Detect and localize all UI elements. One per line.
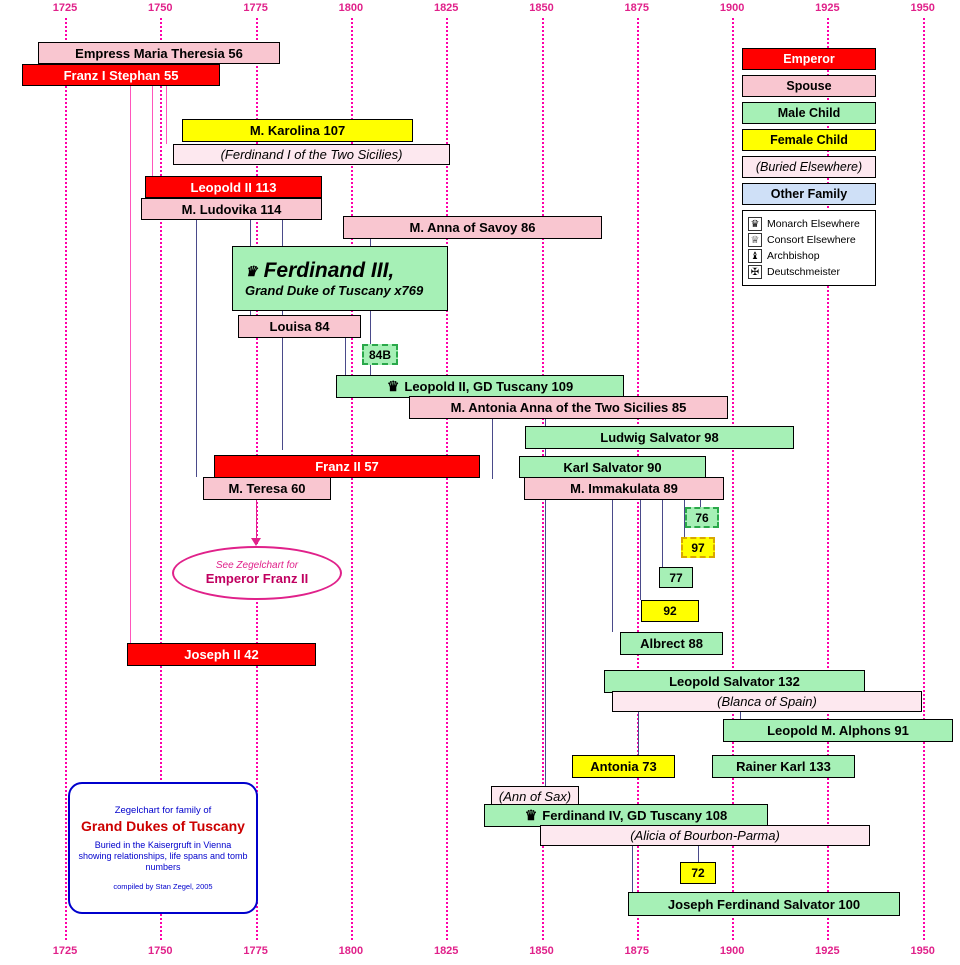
person-label: (Ann of Sax): [498, 789, 572, 804]
legend-symbol-icon: ♕: [748, 233, 762, 247]
title-card-line1: Zegelchart for family of: [114, 805, 212, 817]
title-card-credit: compiled by Stan Zegel, 2005: [113, 881, 213, 891]
legend-item: [742, 102, 876, 124]
axis-tick-top: 1950: [910, 2, 935, 14]
legend-item: [742, 156, 876, 178]
person-label: Ludwig Salvator 98: [600, 430, 719, 445]
person-label: Joseph II 42: [184, 647, 259, 662]
axis-tick-top: 1775: [243, 2, 268, 14]
see-ref-line2: Emperor Franz II: [205, 571, 309, 586]
legend-item-label: Other Family: [770, 187, 848, 201]
legend-item: [742, 75, 876, 97]
person-label: 76: [695, 510, 709, 525]
person-label: (Alicia of Bourbon-Parma): [630, 828, 780, 843]
ferdinand-iii-box[interactable]: [232, 246, 448, 311]
axis-tick-bottom: 1800: [338, 945, 364, 957]
crown-icon: ♛: [386, 378, 400, 394]
axis-tick-bottom: 1875: [624, 945, 650, 957]
person-box[interactable]: [173, 144, 450, 165]
legend-item-label: Spouse: [786, 79, 832, 93]
person-label: Joseph Ferdinand Salvator 100: [667, 896, 861, 912]
axis-tick-top: 1900: [719, 2, 745, 14]
person-label: (Blanca of Spain): [717, 694, 817, 709]
legend-item-label: Male Child: [777, 106, 841, 120]
axis-tick-top: 1725: [52, 2, 78, 14]
person-box[interactable]: [362, 344, 398, 365]
legend: [742, 48, 876, 286]
person-label: Ferdinand IV, GD Tuscany 108: [542, 808, 728, 823]
person-box[interactable]: [343, 216, 602, 239]
legend-item-label: Emperor: [783, 52, 835, 66]
person-label: Louisa 84: [269, 319, 330, 334]
legend-symbol-icon: ♛: [748, 217, 762, 231]
person-box[interactable]: [524, 477, 724, 500]
person-box[interactable]: [238, 315, 361, 338]
person-box[interactable]: [723, 719, 953, 742]
person-box[interactable]: [628, 892, 900, 916]
person-box[interactable]: [484, 804, 768, 827]
reference-arrowhead: [251, 538, 261, 546]
axis-tick-bottom: 1825: [433, 945, 459, 957]
legend-icon-row: [748, 217, 870, 231]
legend-icon-list: [742, 210, 876, 286]
legend-item: [742, 129, 876, 151]
person-label: M. Ludovika 114: [181, 201, 282, 217]
title-card-title: Grand Dukes of Tuscany: [81, 818, 245, 835]
crown-icon: ♛: [245, 262, 258, 279]
legend-icon-row: [748, 265, 870, 279]
person-label: Leopold M. Alphons 91: [767, 723, 909, 738]
crown-icon: ♛: [524, 807, 538, 823]
gridline: [923, 18, 925, 940]
person-box[interactable]: [680, 862, 716, 884]
legend-item-label: Female Child: [770, 133, 848, 147]
person-label: 77: [669, 570, 683, 585]
person-label: Leopold II 113: [190, 179, 277, 195]
axis-tick-bottom: 1750: [148, 945, 173, 957]
person-label: 72: [691, 866, 705, 880]
person-box[interactable]: [612, 691, 922, 712]
person-label: Leopold Salvator 132: [669, 674, 800, 689]
person-box[interactable]: [685, 507, 719, 528]
see-ref-line1: See Zegelchart for: [215, 560, 299, 571]
person-label: Leopold II, GD Tuscany 109: [404, 379, 574, 394]
person-box[interactable]: [525, 426, 794, 449]
person-label: Antonia 73: [590, 759, 657, 774]
person-label: 97: [691, 540, 705, 555]
person-label: (Ferdinand I of the Two Sicilies): [220, 147, 403, 162]
axis-tick-top: 1750: [148, 2, 173, 14]
person-box[interactable]: [641, 600, 699, 622]
person-label: M. Anna of Savoy 86: [409, 220, 536, 235]
legend-item-label: (Buried Elsewhere): [755, 160, 863, 174]
ferdinand-iii-subtitle: Grand Duke of Tuscany x769: [245, 283, 424, 298]
legend-symbol-icon: ✠: [748, 265, 762, 279]
legend-icon-label: Monarch Elsewhere: [767, 218, 860, 230]
person-label: Empress Maria Theresia 56: [75, 45, 243, 61]
legend-symbol-icon: ♝: [748, 249, 762, 263]
person-label: Rainer Karl 133: [736, 759, 831, 774]
person-label: 84B: [369, 347, 392, 362]
person-box[interactable]: [572, 755, 675, 778]
reference-arrow: [256, 500, 257, 540]
legend-icon-row: [748, 249, 870, 263]
axis-tick-top: 1800: [338, 2, 364, 14]
legend-icon-label: Archbishop: [767, 250, 820, 262]
ferdinand-iii-title: ♛ Ferdinand III,: [245, 259, 395, 282]
axis-tick-bottom: 1850: [529, 945, 554, 957]
person-box[interactable]: [182, 119, 413, 142]
axis-tick-bottom: 1925: [815, 945, 840, 957]
person-box[interactable]: [127, 643, 316, 666]
person-label: M. Antonia Anna of the Two Sicilies 85: [450, 400, 687, 415]
person-label: M. Teresa 60: [228, 481, 306, 496]
axis-tick-bottom: 1775: [243, 945, 268, 957]
person-label: 92: [663, 604, 677, 618]
person-label: Franz I Stephan 55: [63, 67, 179, 83]
title-card: [68, 782, 258, 914]
person-box[interactable]: [203, 477, 331, 500]
person-box[interactable]: [141, 198, 322, 220]
legend-icon-row: [748, 233, 870, 247]
person-box[interactable]: [214, 455, 480, 478]
person-box[interactable]: [145, 176, 322, 198]
person-box[interactable]: [620, 632, 723, 655]
legend-item: [742, 48, 876, 70]
person-box[interactable]: [681, 537, 715, 558]
legend-icon-label: Deutschmeister: [767, 266, 840, 278]
person-box[interactable]: [659, 567, 693, 588]
axis-tick-top: 1875: [624, 2, 650, 14]
axis-tick-top: 1850: [529, 2, 554, 14]
person-box[interactable]: [38, 42, 280, 64]
axis-tick-bottom: 1950: [910, 945, 935, 957]
person-box[interactable]: [336, 375, 624, 398]
title-card-description: Buried in the Kaisergruft in Vienna showing relationships, life spans and tomb numbers: [78, 839, 248, 873]
person-label: Albrect 88: [640, 636, 703, 651]
gridline: [732, 18, 734, 940]
legend-item: [742, 183, 876, 205]
axis-tick-bottom: 1900: [719, 945, 745, 957]
person-box[interactable]: [409, 396, 728, 419]
axis-tick-top: 1925: [815, 2, 840, 14]
person-box[interactable]: [519, 456, 706, 478]
person-label: M. Karolina 107: [249, 123, 346, 138]
axis-tick-bottom: 1725: [52, 945, 78, 957]
person-box[interactable]: [22, 64, 220, 86]
axis-tick-top: 1825: [433, 2, 459, 14]
person-box[interactable]: [604, 670, 865, 693]
person-label: Franz II 57: [315, 459, 379, 474]
person-label: M. Immakulata 89: [570, 481, 678, 496]
see-zegelchart-reference[interactable]: [172, 546, 342, 600]
person-box[interactable]: [540, 825, 870, 846]
person-box[interactable]: [712, 755, 855, 778]
legend-icon-label: Consort Elsewhere: [767, 234, 856, 246]
legend-swatches: [742, 48, 876, 205]
gridline: [65, 18, 67, 940]
person-label: Karl Salvator 90: [563, 459, 662, 475]
